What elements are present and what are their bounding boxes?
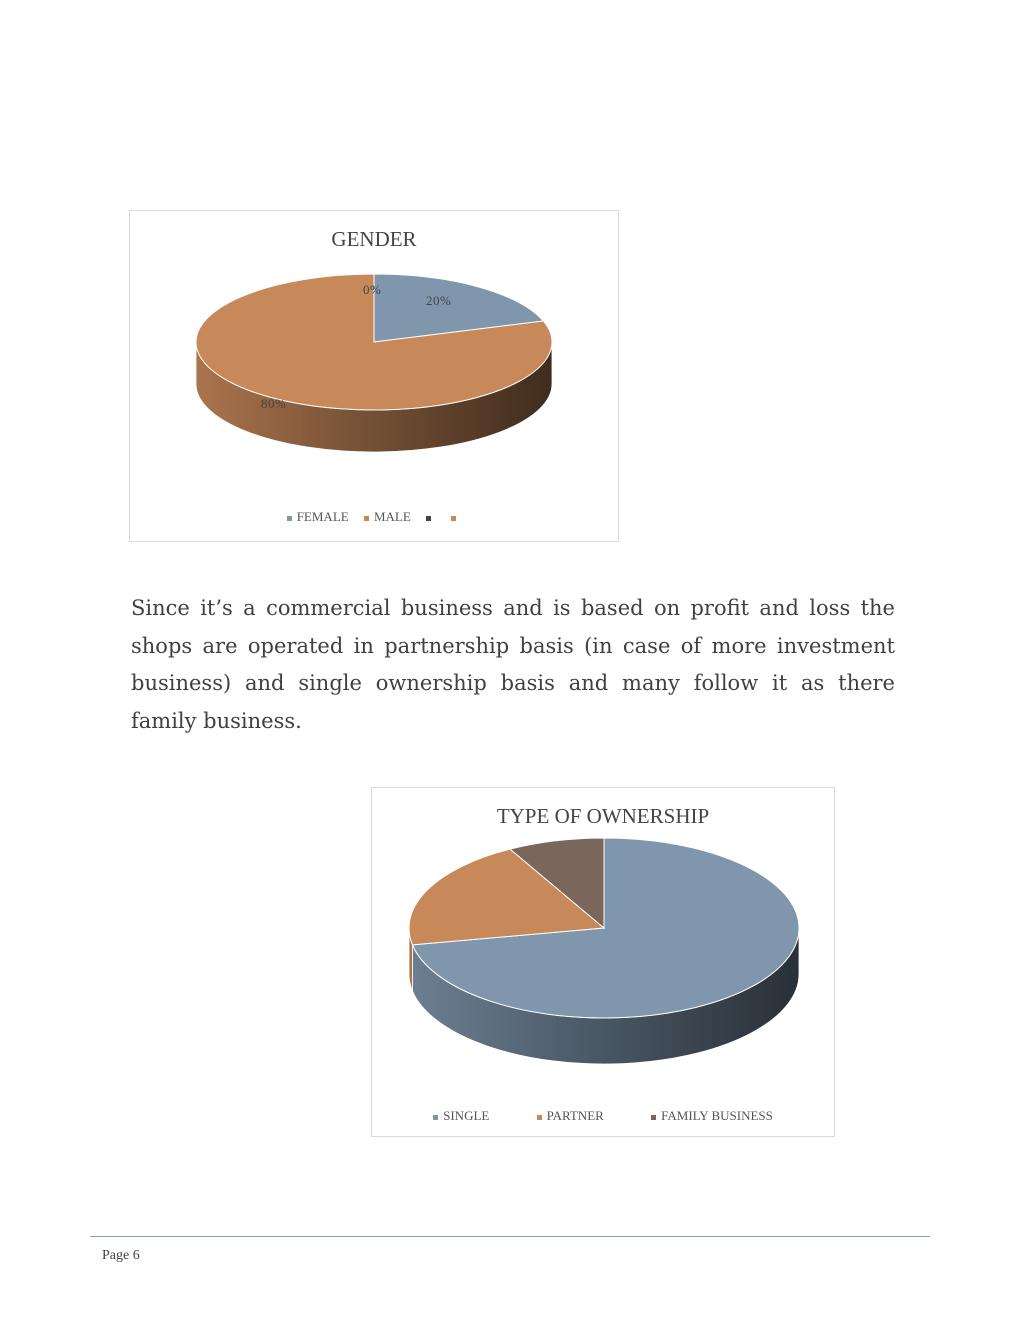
legend-item-single: SINGLE [433,1108,489,1124]
gender-pie [130,211,618,541]
ownership-chart [371,787,835,1137]
legend [130,509,618,525]
legend-item-male: MALE [364,509,411,525]
legend-swatch [426,516,431,521]
footer-divider [90,1236,930,1237]
legend-item-3 [426,509,436,525]
ownership-pie [372,788,834,1136]
data-label: 20% [426,293,452,308]
chart-title: TYPE OF OWNERSHIP [496,804,710,828]
data-label: 0% [363,282,382,297]
legend-swatch [451,516,456,521]
data-label: 80% [261,396,287,411]
chart-title: GENDER [331,227,417,251]
legend-item-4 [451,509,461,525]
legend [372,1108,834,1124]
legend-swatch [537,1115,542,1120]
legend-item-partner: PARTNER [537,1108,604,1124]
gender-chart [129,210,619,542]
page-number: Page 6 [102,1248,140,1263]
legend-item-family-business: FAMILY BUSINESS [651,1108,773,1124]
body-paragraph: Since it’s a commercial business and is based on profit and loss the shops are operated in partnership basis (in case of more investment business) and single ownership basis and many follow it as there family business. [131,596,895,733]
legend-swatch [287,516,292,521]
legend-swatch [364,516,369,521]
legend-swatch [433,1115,438,1120]
legend-item-female: FEMALE [287,509,349,525]
legend-swatch [651,1115,656,1120]
